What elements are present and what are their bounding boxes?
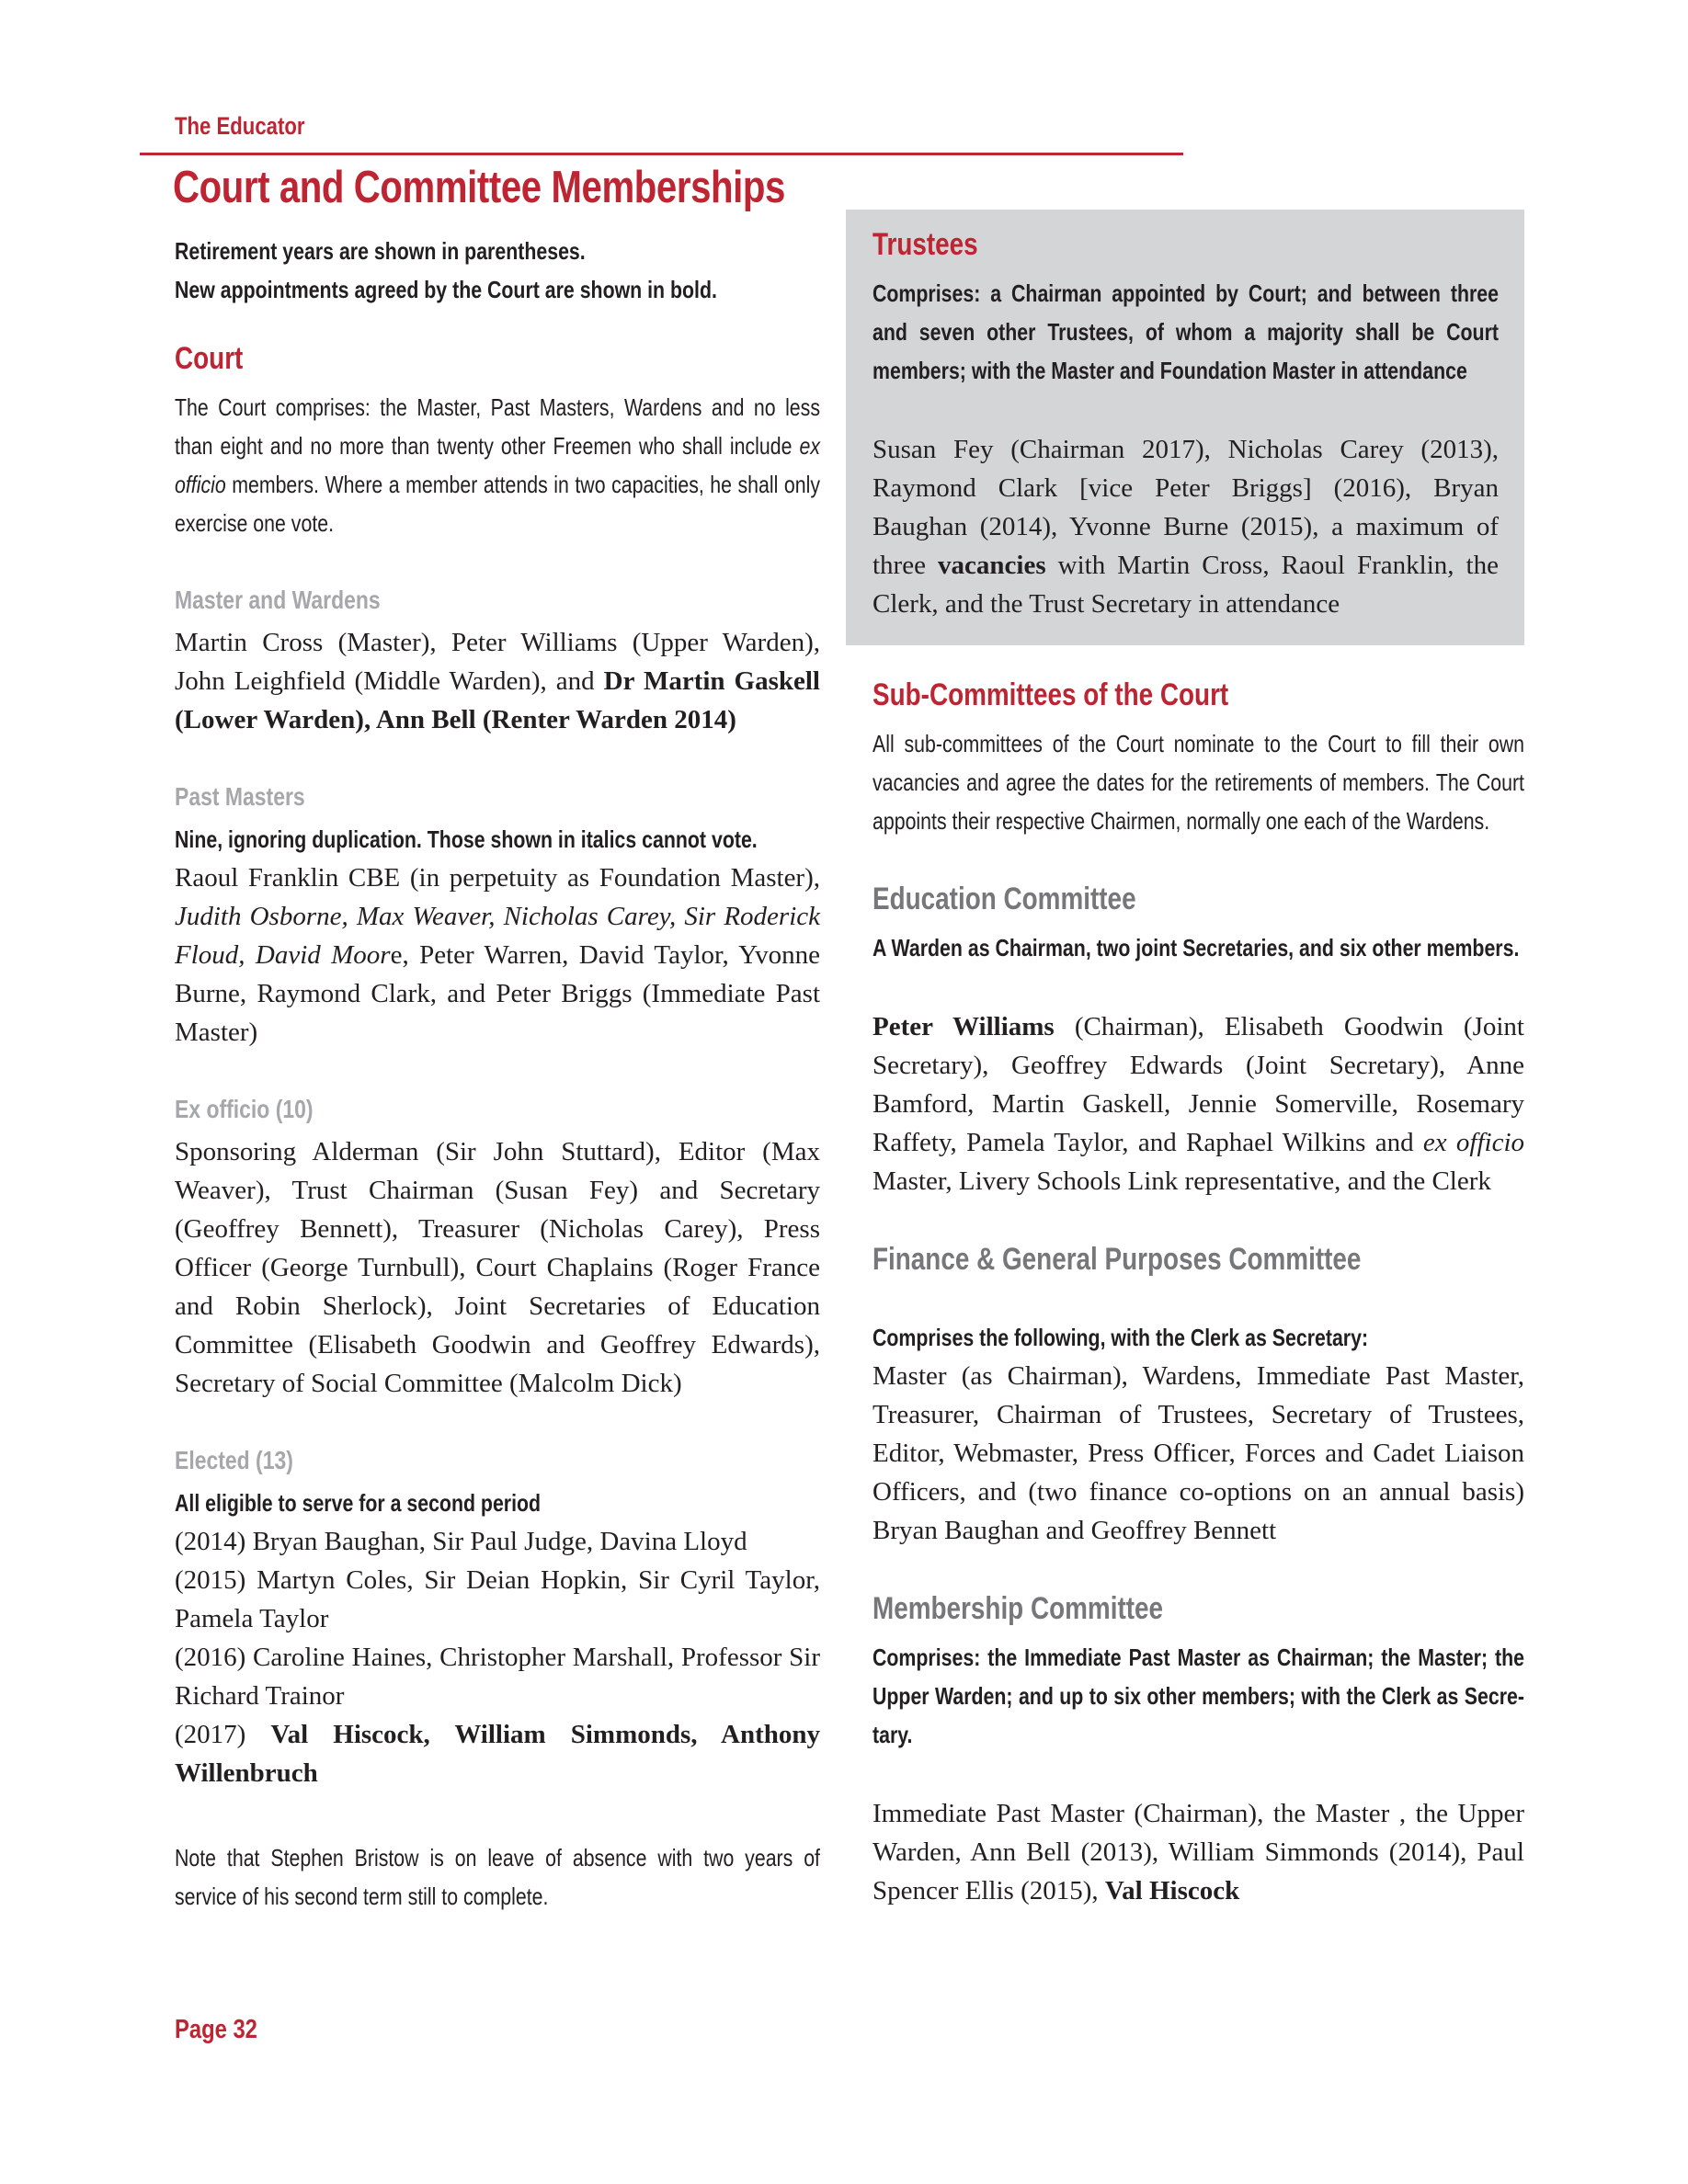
membership-members: Immediate Past Master (Chairman), the Master , the Upper Warden, Ann Bell (2013), William Simmonds (2014), Paul Spencer Ellis (2015), Val Hiscock — [873, 1799, 1524, 1905]
finance-members: Master (as Chairman), Wardens, Immediate Past Master, Treasurer, Chairman of Trustees, Secretary of Trustees, Editor, Webmaster, Press Officer, Forces and Cadet Liaison Officers, and (two finance co-options on an annual basis) Bryan Baughan and Geoffrey Bennett — [873, 1361, 1524, 1545]
absence-note: Note that Stephen Bristow is on leave of absence with two years of service of his second term still to complete. — [175, 1844, 820, 1910]
subcommittees-description: All sub-committees of the Court nominate to the Court to fill their own vacancies and agree the dates for the retirements of members. The Court appoints their respective Chairmen, normally one each of the Wardens. — [873, 730, 1524, 835]
page-number: Page 32 — [175, 2015, 257, 2044]
subheading-master-and-wardens: Master and Wardens — [175, 586, 381, 614]
section-heading-court: Court — [175, 341, 244, 376]
trustees-composition: Comprises: a Chairman appointed by Court; and between three and seven other Trustees, of whom a majority shall be Court members; with the Master and Foundation Master in attendance — [873, 279, 1499, 384]
intro-note-retirement: Retirement years are shown in parentheses. — [175, 237, 586, 265]
past-masters-members: Raoul Franklin CBE (in perpetuity as Foundation Master), Judith Osborne, Max Weaver, Nicholas Carey, Sir Roderick Floud, David Moore, Peter Warren, David Taylor, Yvonne Burne, Raymond Clark, and Peter Briggs (Immediate Past Master) — [175, 863, 820, 1047]
section-heading-trustees: Trustees — [873, 227, 978, 262]
elected-year-2015: (2015) Martyn Coles, Sir Deian Hopkin, Sir Cyril Taylor, Pamela Taylor — [175, 1565, 820, 1633]
past-masters-note: Nine, ignoring duplication. Those shown in italics cannot vote. — [175, 825, 758, 853]
membership-composition: Comprises: the Immediate Past Master as Chairman; the Master; the Upper Warden; and up to six other members; with the Clerk as Secretary. — [873, 1644, 1524, 1748]
right-column — [846, 210, 1524, 1910]
trustees-panel — [846, 210, 1524, 645]
education-composition: A Warden as Chairman, two joint Secretaries, and six other members. — [873, 934, 1520, 961]
elected-year-2017: (2017) Val Hiscock, William Simmonds, Anthony Willenbruch — [175, 1720, 820, 1788]
page-title: Court and Committee Memberships — [173, 163, 785, 212]
left-column — [175, 232, 820, 1916]
ex-officio-members: Sponsoring Alderman (Sir John Stuttard), Editor (Max Weaver), Trust Chairman (Susan Fey) and Secretary (Geoffrey Bennett), Treasurer (Nicholas Carey), Press Officer (George Turnbull), Court Chaplains (Roger France and Robin Sherlock), Joint Secretaries of Education Committee (Elisabeth Goodwin and Geoffrey Edwards), Secretary of Social Committee (Malcolm Dick) — [175, 1137, 820, 1398]
trustees-members: Susan Fey (Chairman 2017), Nicholas Carey (2013), Raymond Clark [vice Peter Briggs] (2016), Bryan Baughan (2014), Yvonne Burne (2015), a maximum of three vacancies with Martin Cross, Raoul Franklin, the Clerk, and the Trust Secretary in attendance — [873, 435, 1499, 619]
master-and-wardens-members: Martin Cross (Master), Peter Williams (Upper Warden), John Leighfield (Middle Warden), and Dr Martin Gaskell (Lower Warden), Ann Bell (Renter Warden 2014) — [175, 628, 820, 734]
subcommittees-section — [873, 677, 1524, 1910]
header-rule — [140, 153, 1183, 155]
elected-year-2014: (2014) Bryan Baughan, Sir Paul Judge, Davina Lloyd — [175, 1527, 747, 1556]
publication-name: The Educator — [175, 112, 305, 140]
elected-year-2016: (2016) Caroline Haines, Christopher Marshall, Professor Sir Richard Trainor — [175, 1643, 820, 1711]
section-heading-subcommittees: Sub-Committees of the Court — [873, 677, 1229, 712]
subheading-elected: Elected (13) — [175, 1446, 293, 1474]
committee-heading-education: Education Committee — [873, 882, 1136, 916]
subheading-ex-officio: Ex officio (10) — [175, 1095, 314, 1123]
intro-note-bold-appointments: New appointments agreed by the Court are shown in bold. — [175, 276, 717, 303]
court-description: The Court comprises: the Master, Past Masters, Wardens and no less than eight and no more than twenty other Freemen who shall include ex officio members. Where a member attends in two capacities, he shall only exercise one vote. — [175, 393, 820, 537]
subheading-past-masters: Past Masters — [175, 782, 305, 811]
committee-heading-finance: Finance & General Purposes Committee — [873, 1242, 1362, 1277]
finance-composition: Comprises the following, with the Clerk as Secretary: — [873, 1324, 1369, 1351]
education-members: Peter Williams (Chairman), Elisabeth Goodwin (Joint Secretary), Geoffrey Edwards (Joint Secretary), Anne Bamford, Martin Gaskell, Jennie Somerville, Rosemary Raffety, Pamela Taylor, and Raphael Wilkins and ex officio Master, Livery Schools Link representative, and the Clerk — [873, 1012, 1524, 1196]
elected-note: All eligible to serve for a second period — [175, 1489, 542, 1517]
committee-heading-membership: Membership Committee — [873, 1591, 1164, 1626]
